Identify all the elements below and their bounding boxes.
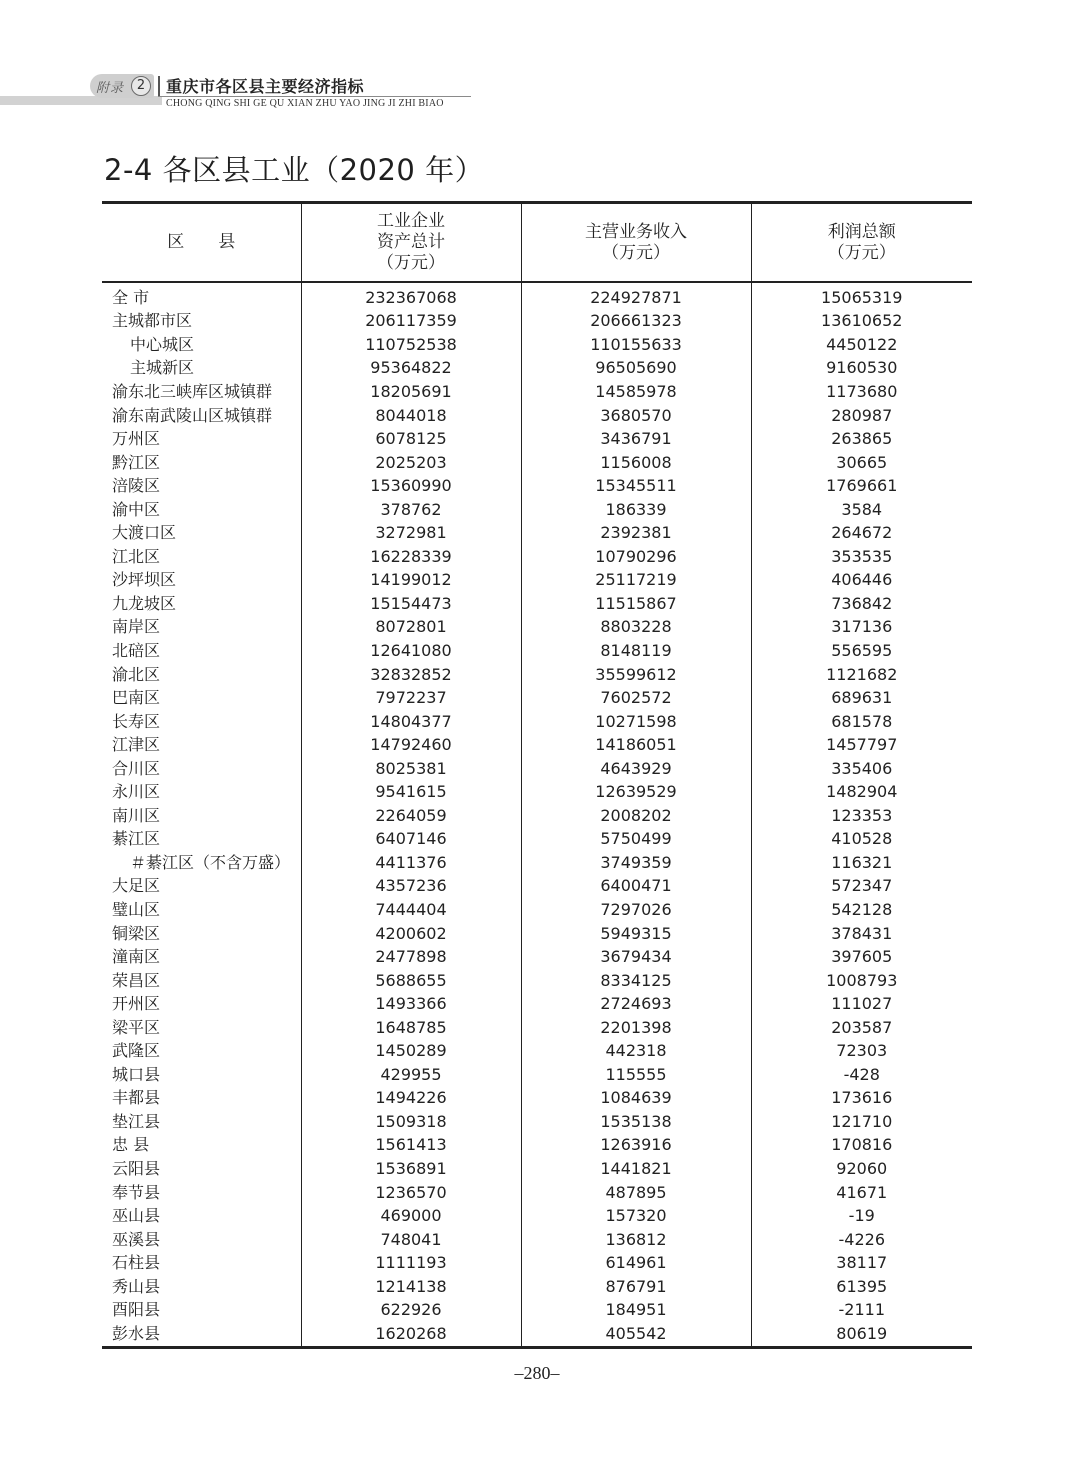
district-name-cell: 云阳县 <box>112 1159 161 1178</box>
revenue-cell: 442318 <box>521 1040 751 1064</box>
revenue-cell: 7602572 <box>521 686 751 710</box>
table-row <box>102 804 972 828</box>
table-row <box>102 310 972 334</box>
table-row <box>102 1087 972 1111</box>
district-name-cell: 主城都市区 <box>112 311 193 331</box>
assets-cell: 232367068 <box>301 282 521 310</box>
profit-cell: 264672 <box>751 521 972 545</box>
revenue-cell: 876791 <box>521 1275 751 1299</box>
district-name-cell: 长寿区 <box>112 711 161 731</box>
revenue-cell: 8334125 <box>521 969 751 993</box>
district-name-cell: 永川区 <box>112 782 161 802</box>
revenue-cell: 2008202 <box>521 804 751 828</box>
column-header-district <box>102 203 301 283</box>
table-row <box>102 780 972 804</box>
table-row <box>102 1110 972 1134</box>
table-row <box>102 282 972 310</box>
district-name-cell: 涪陵区 <box>112 476 161 496</box>
table-row <box>102 1040 972 1064</box>
column-header-line: 资产总计 <box>377 232 445 252</box>
profit-cell: 1482904 <box>751 780 972 804</box>
assets-cell: 7972237 <box>301 686 521 710</box>
assets-cell: 378762 <box>301 498 521 522</box>
header-subtitle: CHONG QING SHI GE QU XIAN ZHU YAO JING JI ZHI BIAO <box>166 98 444 109</box>
header-title: 重庆市各区县主要经济指标 <box>166 77 365 96</box>
profit-cell: 30665 <box>751 451 972 475</box>
table-row <box>102 1181 972 1205</box>
district-name-cell: 巴南区 <box>112 688 161 708</box>
assets-cell: 8044018 <box>301 404 521 428</box>
revenue-cell: 115555 <box>521 1063 751 1087</box>
table-row <box>102 569 972 593</box>
district-name-cell: 彭水县 <box>112 1323 161 1343</box>
assets-cell: 15154473 <box>301 592 521 616</box>
revenue-cell: 25117219 <box>521 569 751 593</box>
district-name-cell: 潼南区 <box>112 947 161 967</box>
profit-cell: 1457797 <box>751 733 972 757</box>
table-body <box>102 282 972 1347</box>
profit-cell: 111027 <box>751 992 972 1016</box>
table-row <box>102 1251 972 1275</box>
assets-cell: 14804377 <box>301 710 521 734</box>
profit-cell: -428 <box>751 1063 972 1087</box>
assets-cell: 14199012 <box>301 569 521 593</box>
assets-cell: 32832852 <box>301 663 521 687</box>
revenue-cell: 8803228 <box>521 616 751 640</box>
assets-cell: 2025203 <box>301 451 521 475</box>
revenue-cell: 614961 <box>521 1251 751 1275</box>
profit-cell: 4450122 <box>751 333 972 357</box>
table-row <box>102 922 972 946</box>
profit-cell: 72303 <box>751 1040 972 1064</box>
assets-cell: 1450289 <box>301 1040 521 1064</box>
assets-cell: 1620268 <box>301 1322 521 1347</box>
assets-cell: 12641080 <box>301 639 521 663</box>
assets-cell: 5688655 <box>301 969 521 993</box>
table-row <box>102 521 972 545</box>
revenue-cell: 96505690 <box>521 357 751 381</box>
profit-cell: 13610652 <box>751 310 972 334</box>
assets-cell: 748041 <box>301 1228 521 1252</box>
table-row <box>102 1157 972 1181</box>
district-name-cell: 江北区 <box>112 546 161 566</box>
profit-cell: 406446 <box>751 569 972 593</box>
revenue-cell: 4643929 <box>521 757 751 781</box>
table-row <box>102 757 972 781</box>
table-header-row <box>102 203 972 283</box>
table-row <box>102 1299 972 1323</box>
assets-cell: 1648785 <box>301 1016 521 1040</box>
profit-cell: 542128 <box>751 898 972 922</box>
column-header-revenue <box>521 203 751 283</box>
industry-table <box>102 201 972 1349</box>
column-header-line: 利润总额 <box>827 221 896 242</box>
profit-cell: 116321 <box>751 851 972 875</box>
profit-cell: 572347 <box>751 875 972 899</box>
revenue-cell: 157320 <box>521 1204 751 1228</box>
table-row <box>102 945 972 969</box>
assets-cell: 16228339 <box>301 545 521 569</box>
profit-cell: -2111 <box>751 1299 972 1323</box>
district-name-cell: 合川区 <box>112 758 161 778</box>
table-row <box>102 404 972 428</box>
district-name-cell: 綦江区 <box>112 829 161 849</box>
table-row <box>102 1204 972 1228</box>
table-row <box>102 616 972 640</box>
assets-cell: 6407146 <box>301 828 521 852</box>
table-row <box>102 1275 972 1299</box>
assets-cell: 8072801 <box>301 616 521 640</box>
profit-cell: 123353 <box>751 804 972 828</box>
table-row <box>102 663 972 687</box>
assets-cell: 1111193 <box>301 1251 521 1275</box>
table-row <box>102 1134 972 1158</box>
column-header-line: 主营业务收入 <box>585 221 687 242</box>
revenue-cell: 487895 <box>521 1181 751 1205</box>
district-name-cell: 秀山县 <box>112 1276 161 1296</box>
assets-cell: 1493366 <box>301 992 521 1016</box>
revenue-cell: 14585978 <box>521 380 751 404</box>
column-header-line: （万元） <box>827 242 896 263</box>
revenue-cell: 1263916 <box>521 1134 751 1158</box>
page-number: –280– <box>514 1363 560 1383</box>
assets-cell: 1236570 <box>301 1181 521 1205</box>
table-row <box>102 1228 972 1252</box>
column-header-assets <box>301 203 521 283</box>
profit-cell: 61395 <box>751 1275 972 1299</box>
revenue-cell: 15345511 <box>521 474 751 498</box>
district-name-cell: 南川区 <box>112 805 161 825</box>
district-name-cell: 渝东南武陵山区城镇群 <box>112 405 273 425</box>
profit-cell: 280987 <box>751 404 972 428</box>
district-name-cell: 中心城区 <box>130 334 195 354</box>
assets-cell: 95364822 <box>301 357 521 381</box>
table-row <box>102 474 972 498</box>
table-row <box>102 851 972 875</box>
assets-cell: 7444404 <box>301 898 521 922</box>
assets-cell: 14792460 <box>301 733 521 757</box>
appendix-label: 附录 <box>96 81 125 96</box>
table-row <box>102 451 972 475</box>
profit-cell: 1008793 <box>751 969 972 993</box>
assets-cell: 18205691 <box>301 380 521 404</box>
revenue-cell: 3680570 <box>521 404 751 428</box>
district-name-cell: 巫溪县 <box>112 1229 161 1249</box>
district-name-cell: 荣昌区 <box>112 970 161 990</box>
table-row <box>102 686 972 710</box>
profit-cell: 317136 <box>751 616 972 640</box>
revenue-cell: 1535138 <box>521 1110 751 1134</box>
assets-cell: 1536891 <box>301 1157 521 1181</box>
district-name-cell: 石柱县 <box>112 1253 161 1273</box>
column-header-line: （万元） <box>602 242 670 263</box>
appendix-number: 2 <box>131 76 151 96</box>
profit-cell: 335406 <box>751 757 972 781</box>
revenue-cell: 2201398 <box>521 1016 751 1040</box>
revenue-cell: 2392381 <box>521 521 751 545</box>
profit-cell: 681578 <box>751 710 972 734</box>
revenue-cell: 11515867 <box>521 592 751 616</box>
district-name-cell: 酉阳县 <box>112 1300 161 1320</box>
assets-cell: 1214138 <box>301 1275 521 1299</box>
profit-cell: 3584 <box>751 498 972 522</box>
table-row <box>102 1322 972 1347</box>
revenue-cell: 6400471 <box>521 875 751 899</box>
table-row <box>102 545 972 569</box>
district-name-cell: 黔江区 <box>112 452 161 472</box>
district-name-cell: 全 市 <box>112 287 150 307</box>
profit-cell: 410528 <box>751 828 972 852</box>
district-name-cell: 城口县 <box>112 1064 161 1084</box>
table-row <box>102 498 972 522</box>
revenue-cell: 136812 <box>521 1228 751 1252</box>
assets-cell: 3272981 <box>301 521 521 545</box>
assets-cell: 2264059 <box>301 804 521 828</box>
revenue-cell: 10271598 <box>521 710 751 734</box>
district-name-cell: 铜梁区 <box>112 923 161 943</box>
revenue-cell: 186339 <box>521 498 751 522</box>
table-row <box>102 380 972 404</box>
header-separator <box>158 76 160 96</box>
district-name-cell: 大渡口区 <box>112 523 177 543</box>
profit-cell: 80619 <box>751 1322 972 1347</box>
revenue-cell: 14186051 <box>521 733 751 757</box>
profit-cell: 15065319 <box>751 282 972 310</box>
profit-cell: 170816 <box>751 1134 972 1158</box>
assets-cell: 469000 <box>301 1204 521 1228</box>
revenue-cell: 2724693 <box>521 992 751 1016</box>
profit-cell: 736842 <box>751 592 972 616</box>
revenue-cell: 206661323 <box>521 310 751 334</box>
revenue-cell: 5750499 <box>521 828 751 852</box>
table-row <box>102 639 972 663</box>
column-header-line: （万元） <box>377 253 445 273</box>
profit-cell: 9160530 <box>751 357 972 381</box>
district-name-cell: 南岸区 <box>112 617 161 637</box>
table-row <box>102 1063 972 1087</box>
profit-cell: 263865 <box>751 427 972 451</box>
profit-cell: 92060 <box>751 1157 972 1181</box>
assets-cell: 429955 <box>301 1063 521 1087</box>
district-name-cell: ＃綦江区（不含万盛） <box>130 852 291 872</box>
district-name-cell: 巫山县 <box>112 1206 161 1226</box>
assets-cell: 206117359 <box>301 310 521 334</box>
table-row <box>102 992 972 1016</box>
table-row <box>102 898 972 922</box>
profit-cell: 173616 <box>751 1087 972 1111</box>
revenue-cell: 1156008 <box>521 451 751 475</box>
assets-cell: 8025381 <box>301 757 521 781</box>
revenue-cell: 1441821 <box>521 1157 751 1181</box>
revenue-cell: 35599612 <box>521 663 751 687</box>
assets-cell: 1561413 <box>301 1134 521 1158</box>
assets-cell: 6078125 <box>301 427 521 451</box>
district-name-cell: 大足区 <box>112 876 161 896</box>
assets-cell: 1494226 <box>301 1087 521 1111</box>
district-name-cell: 渝东北三峡库区城镇群 <box>112 381 273 401</box>
column-header-line: 区 县 <box>167 232 236 252</box>
profit-cell: -19 <box>751 1204 972 1228</box>
profit-cell: 397605 <box>751 945 972 969</box>
profit-cell: 556595 <box>751 639 972 663</box>
district-name-cell: 江津区 <box>112 735 161 755</box>
district-name-cell: 渝北区 <box>112 664 161 684</box>
profit-cell: 1121682 <box>751 663 972 687</box>
profit-cell: 378431 <box>751 922 972 946</box>
revenue-cell: 8148119 <box>521 639 751 663</box>
district-name-cell: 丰都县 <box>112 1088 161 1108</box>
page-title: 2-4 各区县工业（2020 年） <box>104 153 485 187</box>
table-row <box>102 733 972 757</box>
appendix-badge <box>90 74 154 98</box>
assets-cell: 4357236 <box>301 875 521 899</box>
table-row <box>102 828 972 852</box>
table-row <box>102 710 972 734</box>
assets-cell: 622926 <box>301 1299 521 1323</box>
revenue-cell: 5949315 <box>521 922 751 946</box>
table-row <box>102 1016 972 1040</box>
table-row <box>102 875 972 899</box>
revenue-cell: 3436791 <box>521 427 751 451</box>
revenue-cell: 12639529 <box>521 780 751 804</box>
district-name-cell: 垫江县 <box>112 1111 161 1131</box>
assets-cell: 15360990 <box>301 474 521 498</box>
profit-cell: 353535 <box>751 545 972 569</box>
revenue-cell: 3749359 <box>521 851 751 875</box>
assets-cell: 2477898 <box>301 945 521 969</box>
district-name-cell: 开州区 <box>112 994 161 1014</box>
table-row <box>102 427 972 451</box>
district-name-cell: 奉节县 <box>112 1182 161 1202</box>
revenue-cell: 10790296 <box>521 545 751 569</box>
district-name-cell: 渝中区 <box>112 499 161 519</box>
profit-cell: 41671 <box>751 1181 972 1205</box>
revenue-cell: 405542 <box>521 1322 751 1347</box>
assets-cell: 4200602 <box>301 922 521 946</box>
profit-cell: 1769661 <box>751 474 972 498</box>
profit-cell: 203587 <box>751 1016 972 1040</box>
revenue-cell: 184951 <box>521 1299 751 1323</box>
revenue-cell: 3679434 <box>521 945 751 969</box>
assets-cell: 110752538 <box>301 333 521 357</box>
revenue-cell: 1084639 <box>521 1087 751 1111</box>
column-header-profit <box>751 203 972 283</box>
assets-cell: 1509318 <box>301 1110 521 1134</box>
table-row <box>102 969 972 993</box>
district-name-cell: 璧山区 <box>112 899 161 919</box>
table-row <box>102 592 972 616</box>
profit-cell: 38117 <box>751 1251 972 1275</box>
profit-cell: 121710 <box>751 1110 972 1134</box>
district-name-cell: 北碚区 <box>112 640 161 660</box>
assets-cell: 4411376 <box>301 851 521 875</box>
profit-cell: 689631 <box>751 686 972 710</box>
profit-cell: -4226 <box>751 1228 972 1252</box>
assets-cell: 9541615 <box>301 780 521 804</box>
revenue-cell: 110155633 <box>521 333 751 357</box>
revenue-cell: 224927871 <box>521 282 751 310</box>
table-row <box>102 333 972 357</box>
revenue-cell: 7297026 <box>521 898 751 922</box>
district-name-cell: 九龙坡区 <box>112 593 177 613</box>
district-name-cell: 梁平区 <box>112 1017 161 1037</box>
profit-cell: 1173680 <box>751 380 972 404</box>
column-header-line: 工业企业 <box>377 211 445 231</box>
district-name-cell: 武隆区 <box>112 1041 161 1061</box>
district-name-cell: 忠 县 <box>112 1135 150 1155</box>
district-name-cell: 沙坪坝区 <box>112 570 177 590</box>
district-name-cell: 主城新区 <box>130 358 195 378</box>
district-name-cell: 万州区 <box>112 429 161 449</box>
table-row <box>102 357 972 381</box>
